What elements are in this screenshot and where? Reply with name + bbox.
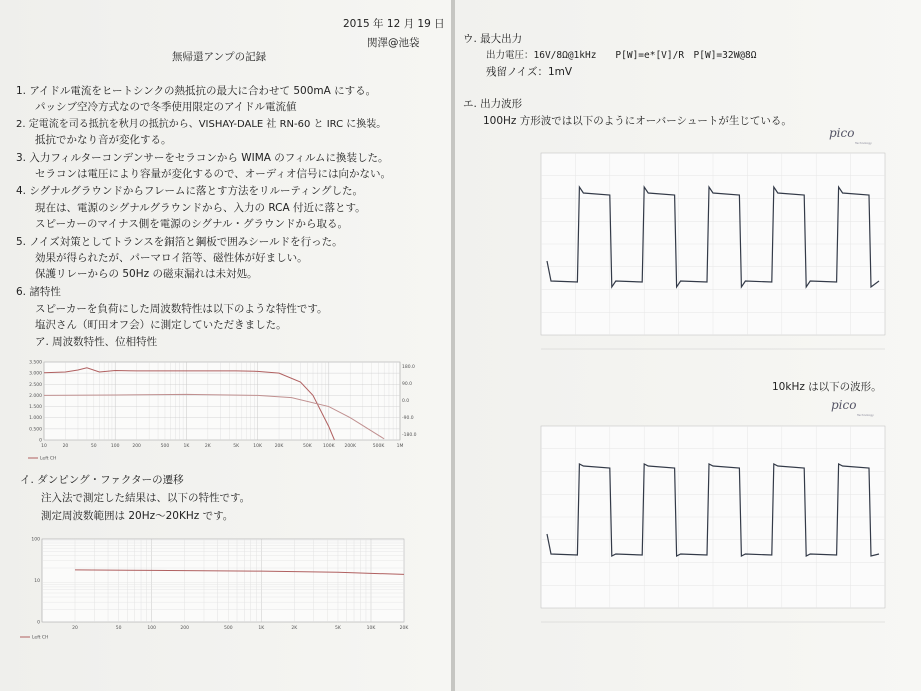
waveform-100hz-note: 100Hz 方形波では以下のようにオーバーシュートが生じている。: [483, 115, 792, 127]
output-voltage-text: 出力電圧：16V/8Ω@1kHz P[W]=e*[V]/R P[W]=32W@8Ω: [486, 50, 757, 61]
damping-text-1: 注入法で測定した結果は、以下の特性です。: [41, 492, 251, 504]
legend-label: Left CH: [40, 456, 57, 462]
y-tick-label: 1.000: [29, 416, 42, 422]
x-tick-label: 1M: [396, 444, 404, 449]
frequency-response-svg: [16, 352, 436, 467]
legend-label: Left CH: [32, 635, 49, 641]
list-item: 2. 定電流を司る抵抗を秋月の抵抗から、VISHAY-DALE 社 RN-60 と IRC に換装。: [16, 119, 387, 130]
waveform-heading: エ. 出力波形: [463, 98, 523, 110]
list-item: パッシブ空冷方式なので冬季使用限定のアイドル電流値: [35, 101, 297, 113]
x-tick-label: 200K: [344, 444, 357, 449]
y-tick-label: 10: [34, 579, 40, 584]
y2-tick-label: 0.0: [402, 399, 410, 404]
residual-noise-text: 残留ノイズ：1mV: [486, 66, 573, 78]
list-item: スピーカーのマイナス側を電源のシグナル・グラウンドから取る。: [35, 218, 349, 230]
y-tick-label: 0: [39, 438, 42, 444]
subsection-heading: ア. 周波数特性、位相特性: [35, 336, 158, 348]
left-page: [0, 0, 451, 691]
x-tick-label: 50K: [303, 444, 312, 449]
x-tick-label: 200: [132, 444, 141, 449]
x-tick-label: 50: [115, 626, 122, 631]
x-tick-label: 100: [147, 626, 156, 631]
y-tick-label: 1.500: [29, 405, 42, 411]
x-tick-label: 20K: [399, 626, 409, 631]
y2-tick-label: 90.0: [402, 382, 413, 387]
list-item: セラコンは電圧により容量が変化するので、オーディオ信号には向かない。: [35, 168, 391, 180]
right-page: [455, 0, 921, 691]
damping-factor-chart: [12, 525, 422, 650]
y-tick-label: 2.000: [29, 393, 42, 399]
damping-text-2: 測定周波数範囲は 20Hz～20KHz です。: [41, 510, 234, 522]
section-heading: 6. 諸特性: [16, 286, 61, 298]
x-tick-label: 10: [41, 444, 47, 449]
y2-tick-label: -180.0: [402, 433, 417, 438]
y-tick-label: 3.000: [29, 371, 42, 377]
document-title: 無帰還アンプの記録: [172, 51, 267, 63]
damping-factor-svg: [12, 525, 422, 650]
x-tick-label: 500: [224, 626, 233, 631]
x-tick-label: 20K: [274, 444, 284, 449]
list-item: 保護リレーからの 50Hz の磁束漏れは未対処。: [35, 268, 258, 280]
x-tick-label: 500: [160, 444, 170, 449]
y2-tick-label: 180.0: [402, 365, 415, 370]
x-tick-label: 1K: [183, 444, 190, 449]
damping-heading: イ. ダンピング・ファクターの遷移: [20, 474, 184, 486]
x-tick-label: 1K: [258, 626, 265, 631]
x-tick-label: 500K: [372, 444, 385, 449]
pico-logo: pico: [829, 126, 855, 140]
list-item: 効果が得られたが、パーマロイ箔等、磁性体が好ましい。: [35, 252, 308, 264]
list-item: 現在は、電源のシグナルグラウンドから、入力の RCA 付近に落とす。: [35, 202, 366, 214]
x-tick-label: 5K: [233, 444, 240, 449]
max-output-heading: ウ. 最大出力: [463, 33, 523, 45]
y2-tick-label: -90.0: [402, 416, 414, 421]
x-tick-label: 5K: [335, 626, 341, 631]
x-tick-label: 2K: [204, 444, 211, 449]
waveform-10khz-note: 10kHz は以下の波形。: [772, 381, 882, 393]
x-tick-label: 2K: [291, 626, 298, 631]
y-tick-label: 2.500: [29, 382, 42, 388]
y-tick-label: 0: [37, 620, 40, 626]
list-item: 抵抗でかなり音が変化する。: [35, 134, 172, 146]
scope-100hz-svg: [535, 145, 895, 365]
list-item: スピーカーを負荷にした周波数特性は以下のような特性です。: [35, 303, 328, 315]
waveform-100hz-scope: [535, 145, 895, 365]
plot-area: [44, 362, 400, 440]
x-tick-label: 100: [110, 444, 120, 449]
x-tick-label: 20: [62, 444, 69, 449]
pico-logo-subtitle: Technology: [855, 141, 872, 145]
pico-logo: pico: [831, 398, 857, 412]
scope-10khz-svg: [535, 418, 895, 638]
list-item: 4. シグナルグラウンドからフレームに落とす方法をリルーティングした。: [16, 185, 363, 197]
list-item: 塩沢さん（町田オフ会）に測定していただきました。: [35, 319, 287, 331]
y-tick-label: 0.500: [29, 427, 42, 433]
document-author: 関澤@池袋: [367, 37, 420, 49]
x-tick-label: 10K: [366, 626, 376, 631]
x-tick-label: 20: [72, 626, 78, 631]
x-tick-label: 10K: [253, 444, 262, 449]
list-item: 1. アイドル電流をヒートシンクの熱抵抗の最大に合わせて 500mA にする。: [16, 85, 377, 97]
document-date: 2015 年 12 月 19 日: [343, 18, 445, 30]
list-item: 3. 入力フィルターコンデンサーをセラコンから WIMA のフィルムに換装した。: [16, 152, 389, 164]
pico-logo-subtitle: Technology: [857, 413, 874, 417]
x-tick-label: 50: [90, 444, 97, 449]
frequency-response-chart: [16, 352, 436, 467]
y-tick-label: 100: [31, 537, 40, 543]
x-tick-label: 100K: [323, 444, 335, 449]
y-tick-label: 3.500: [29, 360, 42, 366]
x-tick-label: 200: [180, 626, 189, 631]
list-item: 5. ノイズ対策としてトランスを銅箔と鋼板で囲みシールドを行った。: [16, 236, 343, 248]
waveform-10khz-scope: [535, 418, 895, 638]
